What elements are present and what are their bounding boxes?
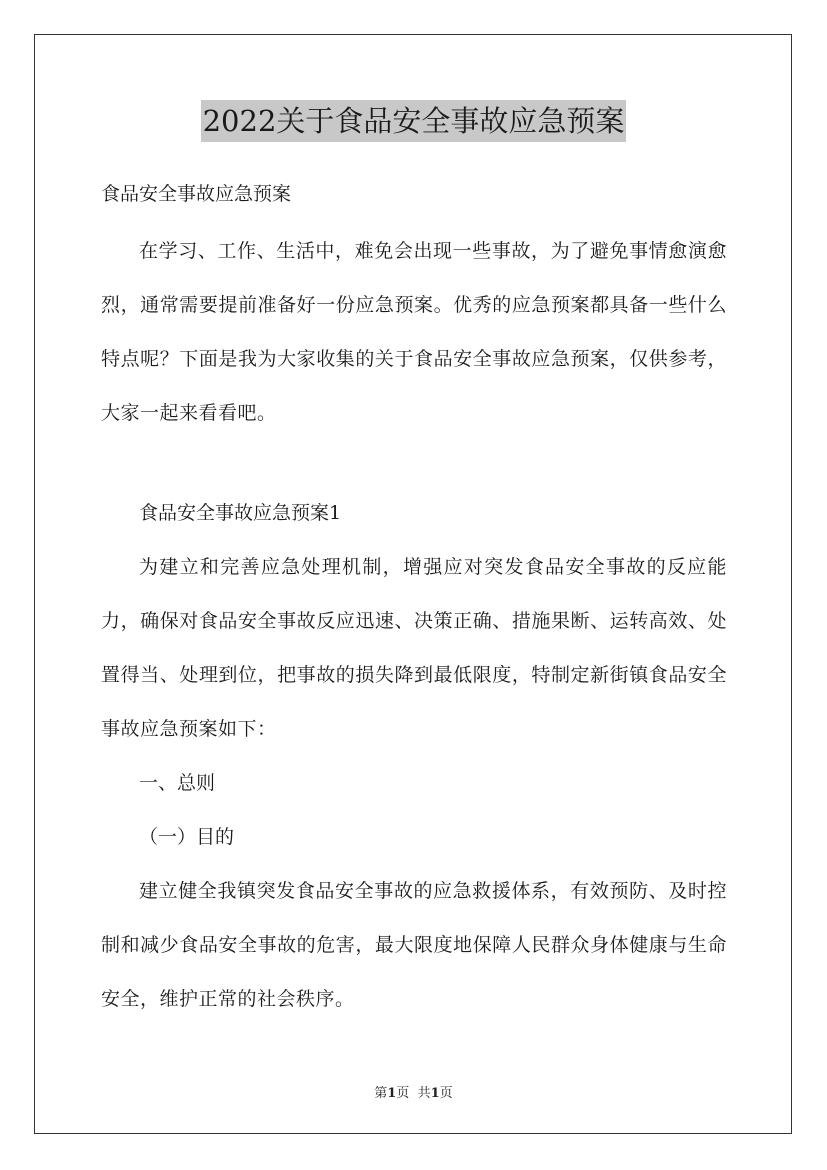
purpose-paragraph: 建立健全我镇突发食品安全事故的应急救援体系，有效预防、及时控制和减少食品安全事故的危害，最大限度地保障人民群众身体健康与生命安全，维护正常的社会秩序。 <box>101 880 727 1010</box>
footer-page-number: 1 <box>387 1086 397 1101</box>
footer-total-suffix: 页 <box>439 1086 453 1101</box>
document-title: 2022关于食品安全事故应急预案 <box>201 100 627 142</box>
footer-total-number: 1 <box>430 1086 440 1101</box>
footer-page-prefix: 第 <box>374 1086 388 1101</box>
section1-title: 食品安全事故应急预案1 <box>139 502 342 524</box>
footer-total-prefix: 共 <box>417 1086 431 1101</box>
page-footer <box>0 1082 827 1101</box>
section1-paragraph: 为建立和完善应急处理机制，增强应对突发食品安全事故的反应能力，确保对食品安全事故反应迅速、决策正确、措施果断、运转高效、处置得当、处理到位，把事故的损失降到最低限度，特制定新街镇食品安全事故应急预案如下： <box>101 556 727 740</box>
heading-purpose: （一）目的 <box>139 826 235 848</box>
spacer <box>101 440 727 486</box>
title-container <box>0 100 827 142</box>
footer-page-suffix: 页 <box>396 1086 410 1101</box>
heading-general: 一、总则 <box>139 772 216 794</box>
intro-paragraph: 在学习、工作、生活中，难免会出现一些事故，为了避免事情愈演愈烈，通常需要提前准备好一份应急预案。优秀的应急预案都具备一些什么特点呢？下面是我为大家收集的关于食品安全事故应急预案，仅供参考，大家一起来看看吧。 <box>101 240 727 424</box>
document-body <box>101 170 727 1026</box>
document-subtitle: 食品安全事故应急预案 <box>101 183 292 205</box>
